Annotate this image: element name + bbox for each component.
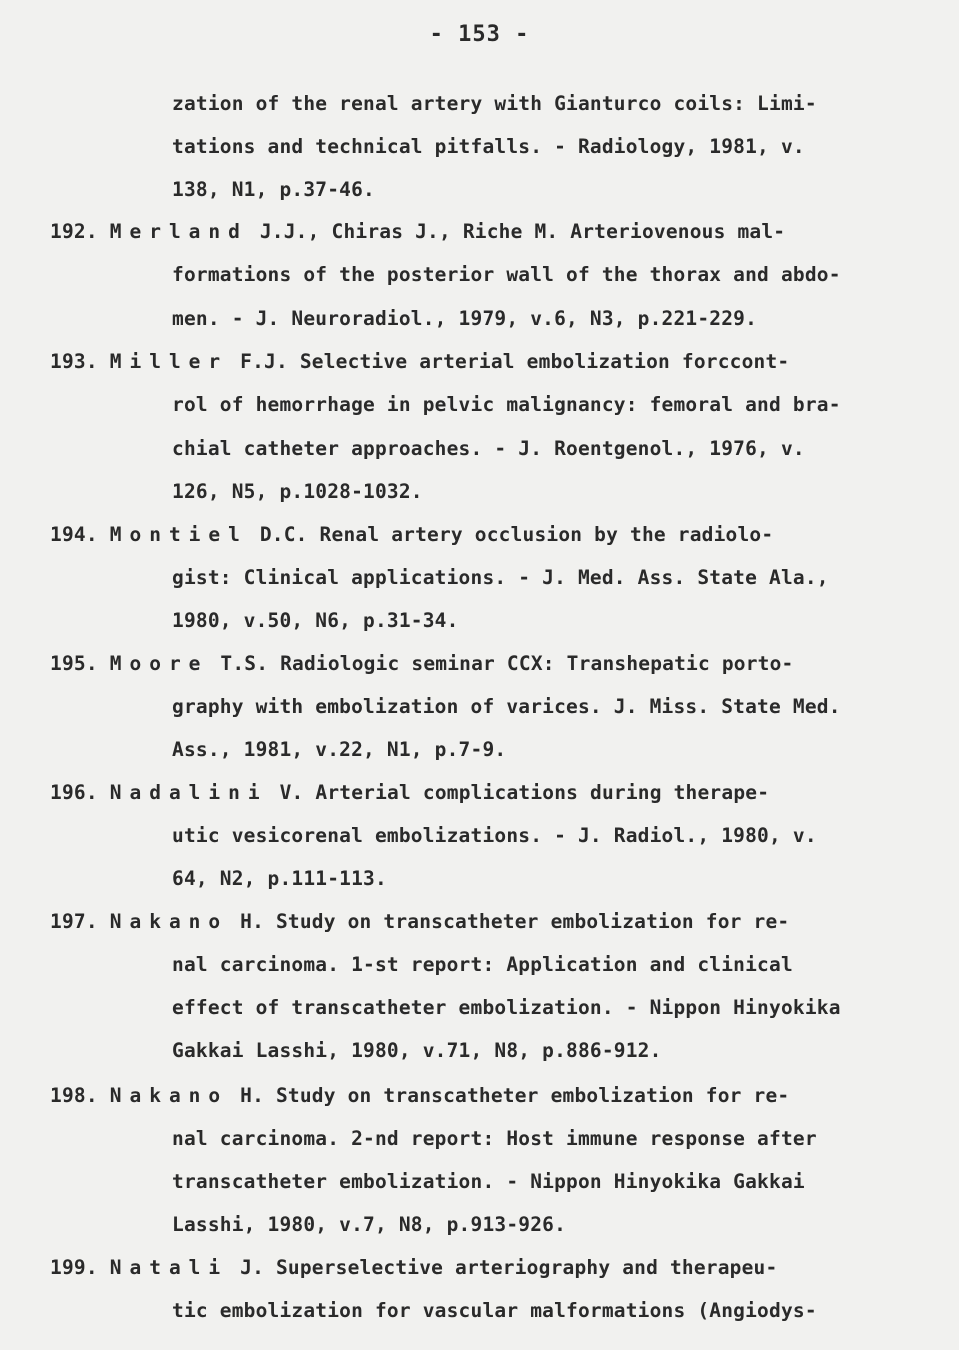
reference-author: Nakano bbox=[109, 910, 229, 933]
reference-number: 196. bbox=[50, 781, 98, 804]
reference-number: 194. bbox=[50, 523, 98, 546]
reference-196 bbox=[50, 781, 769, 805]
reference-number: 192. bbox=[50, 220, 98, 243]
reference-line: Gakkai Lasshi, 1980, v.71, N8, p.886-912. bbox=[172, 1039, 662, 1062]
reference-199 bbox=[50, 1256, 777, 1280]
reference-author: Moore bbox=[109, 652, 209, 675]
reference-line: formations of the posterior wall of the thorax and abdo- bbox=[172, 263, 841, 286]
reference-text: J. Superselective arteriography and therapeu- bbox=[240, 1256, 778, 1279]
reference-line: men. - J. Neuroradiol., 1979, v.6, N3, p.221-229. bbox=[172, 307, 758, 330]
reference-192 bbox=[50, 220, 785, 244]
reference-number: 193. bbox=[50, 350, 98, 373]
reference-line: graphy with embolization of varices. J. Miss. State Med. bbox=[172, 695, 841, 718]
reference-line: rol of hemorrhage in pelvic malignancy: femoral and bra- bbox=[172, 393, 841, 416]
reference-line: chial catheter approaches. - J. Roentgenol., 1976, v. bbox=[172, 437, 805, 460]
continuation-line: tations and technical pitfalls. - Radiology, 1981, v. bbox=[172, 135, 805, 158]
reference-198 bbox=[50, 1084, 789, 1108]
reference-line: tic embolization for vascular malformations (Angiodys- bbox=[172, 1299, 817, 1322]
reference-text: F.J. Selective arterial embolization forccont- bbox=[240, 350, 790, 373]
reference-number: 195. bbox=[50, 652, 98, 675]
reference-author: Montiel bbox=[109, 523, 248, 546]
reference-number: 199. bbox=[50, 1256, 98, 1279]
continuation-line: 138, N1, p.37-46. bbox=[172, 178, 375, 201]
reference-195 bbox=[50, 652, 794, 676]
reference-text: H. Study on transcatheter embolization for re- bbox=[240, 910, 790, 933]
reference-line: nal carcinoma. 1-st report: Application and clinical bbox=[172, 953, 793, 976]
reference-author: Nadalini bbox=[109, 781, 268, 804]
reference-number: 197. bbox=[50, 910, 98, 933]
reference-line: gist: Clinical applications. - J. Med. Ass. State Ala., bbox=[172, 566, 829, 589]
reference-number: 198. bbox=[50, 1084, 98, 1107]
reference-line: transcatheter embolization. - Nippon Hinyokika Gakkai bbox=[172, 1170, 805, 1193]
reference-194 bbox=[50, 523, 773, 547]
page-number: - 153 - bbox=[429, 22, 530, 47]
reference-text: T.S. Radiologic seminar CCX: Transhepatic porto- bbox=[220, 652, 794, 675]
reference-line: Ass., 1981, v.22, N1, p.7-9. bbox=[172, 738, 507, 761]
reference-197 bbox=[50, 910, 789, 934]
reference-line: utic vesicorenal embolizations. - J. Radiol., 1980, v. bbox=[172, 824, 817, 847]
reference-text: V. Arterial complications during therape- bbox=[279, 781, 770, 804]
reference-text: H. Study on transcatheter embolization for re- bbox=[240, 1084, 790, 1107]
reference-line: 64, N2, p.111-113. bbox=[172, 867, 387, 890]
reference-author: Natali bbox=[109, 1256, 229, 1279]
reference-text: D.C. Renal artery occlusion by the radiolo- bbox=[259, 523, 774, 546]
reference-author: Merland bbox=[109, 220, 248, 243]
reference-author: Miller bbox=[109, 350, 229, 373]
reference-line: 126, N5, p.1028-1032. bbox=[172, 480, 423, 503]
reference-author: Nakano bbox=[109, 1084, 229, 1107]
reference-193 bbox=[50, 350, 789, 374]
reference-text: J.J., Chiras J., Riche M. Arteriovenous mal- bbox=[259, 220, 786, 243]
reference-line: nal carcinoma. 2-nd report: Host immune response after bbox=[172, 1127, 817, 1150]
reference-line: 1980, v.50, N6, p.31-34. bbox=[172, 609, 459, 632]
reference-line: effect of transcatheter embolization. - Nippon Hinyokika bbox=[172, 996, 841, 1019]
reference-line: Lasshi, 1980, v.7, N8, p.913-926. bbox=[172, 1213, 567, 1236]
continuation-line: zation of the renal artery with Gianturco coils: Limi- bbox=[172, 92, 817, 115]
